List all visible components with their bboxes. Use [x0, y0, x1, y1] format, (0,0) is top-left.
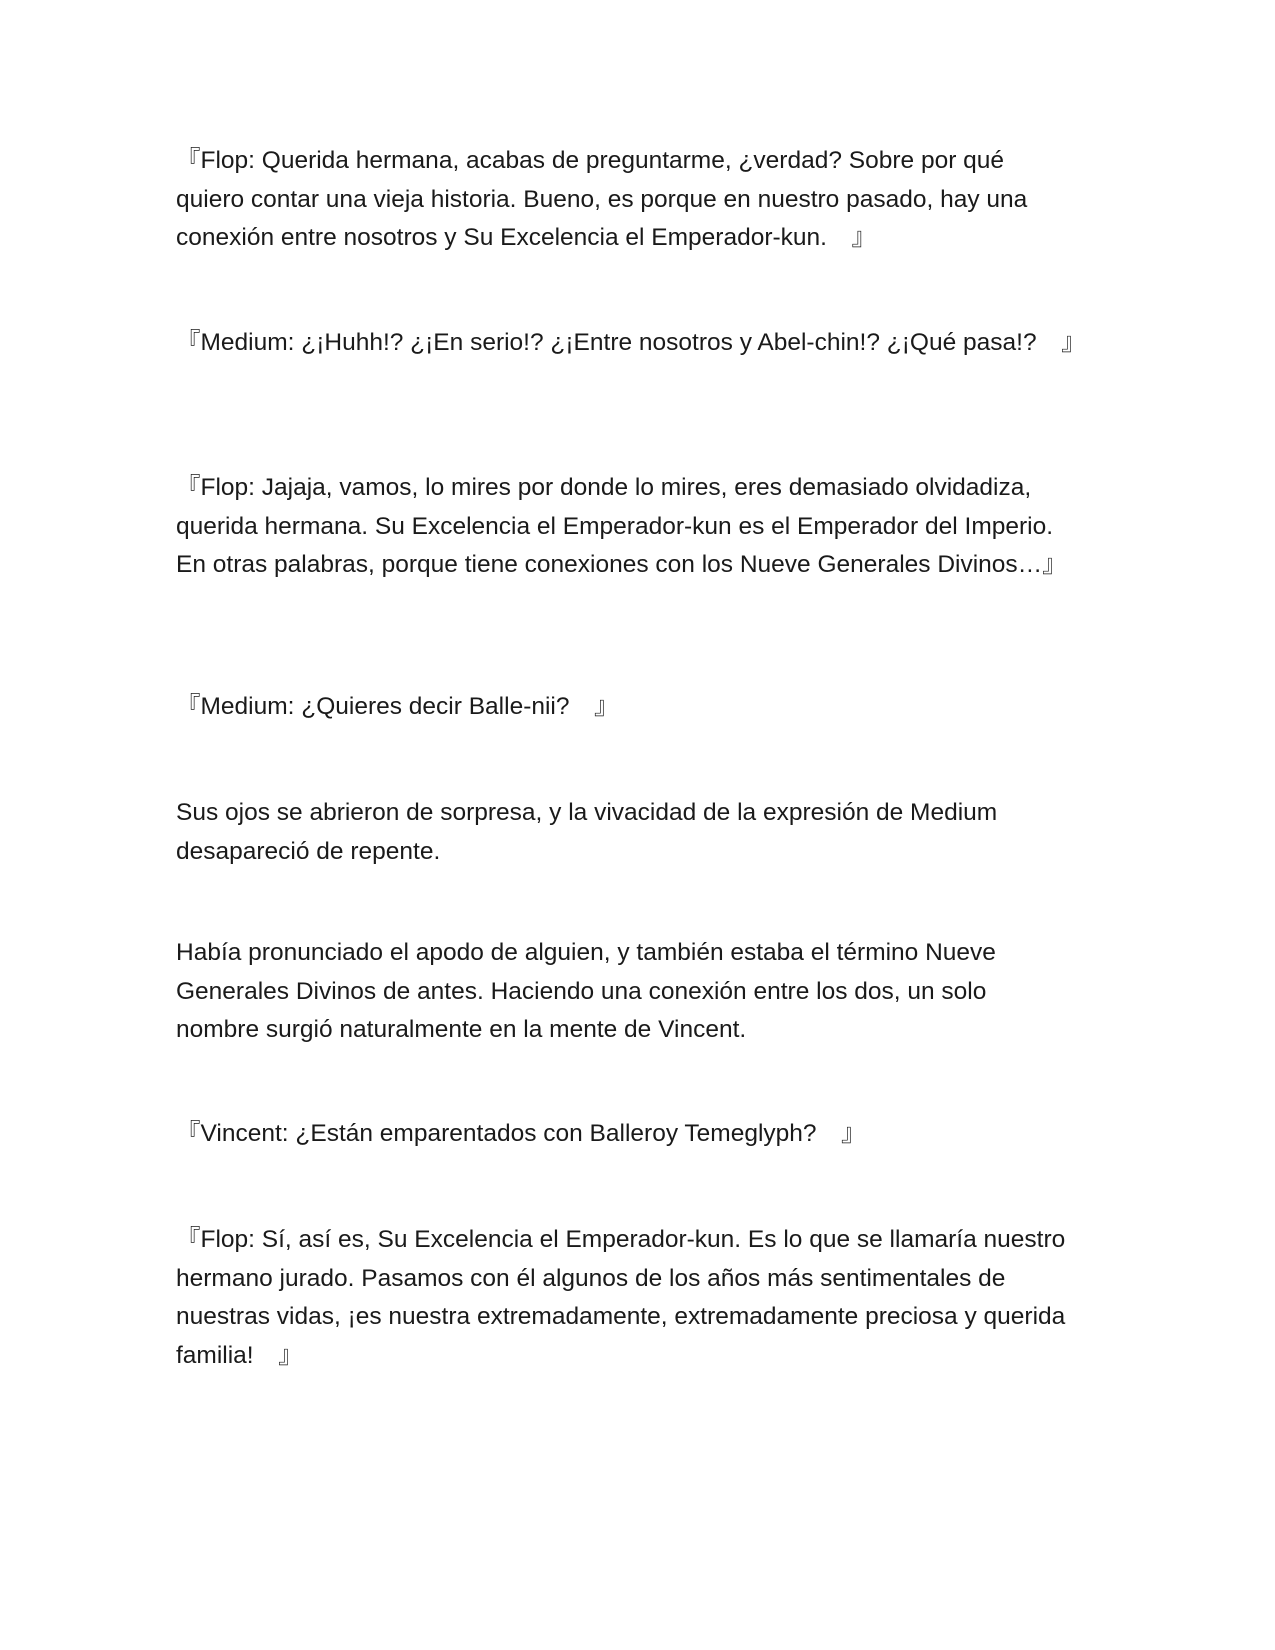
paragraph-vincent-dialogue: 『Vincent: ¿Están emparentados con Balleroy Temeglyph? 』	[176, 1120, 866, 1147]
paragraph-flop-dialogue-3: 『Flop: Sí, así es, Su Excelencia el Emperador-kun. Es lo que se llamaría nuestro hermano jurado. Pasamos con él algunos de los años más sentimentales de nuestras vidas, ¡es nuestra extremadamente, extremadamente preciosa y querida familia! 』	[176, 1226, 1066, 1369]
paragraph-medium-dialogue-2: 『Medium: ¿Quieres decir Balle-nii? 』	[176, 693, 619, 720]
paragraph-flop-dialogue-2: 『Flop: Jajaja, vamos, lo mires por donde lo mires, eres demasiado olvidadiza, querida hermana. Su Excelencia el Emperador-kun es el Emperador del Imperio. En otras palabras, porque tiene conexiones con los Nueve Generales Divinos…』	[176, 474, 1067, 578]
paragraph-medium-dialogue-1: 『Medium: ¿¡Huhh!? ¿¡En serio!? ¿¡Entre nosotros y Abel-chin!? ¿¡Qué pasa!? 』	[176, 329, 1086, 356]
paragraph-flop-dialogue-1: 『Flop: Querida hermana, acabas de preguntarme, ¿verdad? Sobre por qué quiero contar una vieja historia. Bueno, es porque en nuestro pasado, hay una conexión entre nosotros y Su Excelencia el Emperador-kun. 』	[176, 147, 1028, 251]
paragraph-narration-1: Sus ojos se abrieron de sorpresa, y la vivacidad de la expresión de Medium desapareció de repente.	[176, 799, 998, 865]
paragraph-narration-2: Había pronunciado el apodo de alguien, y también estaba el término Nueve Generales Divinos de antes. Haciendo una conexión entre los dos, un solo nombre surgió naturalmente en la mente de Vincent.	[176, 939, 996, 1043]
